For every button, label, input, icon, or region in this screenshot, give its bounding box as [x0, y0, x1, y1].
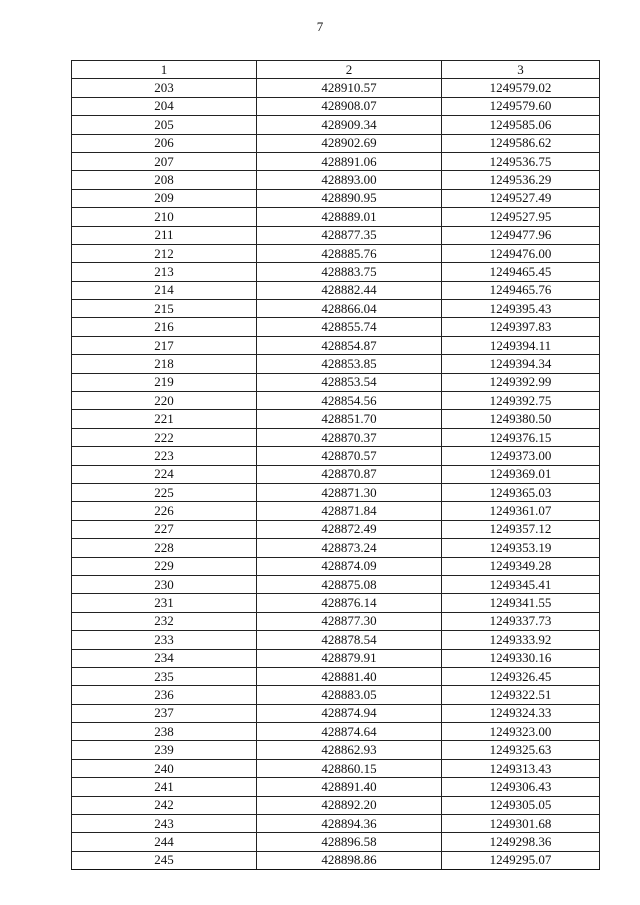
x-coordinate-cell: 428898.86 [257, 851, 442, 869]
table-row [72, 189, 600, 207]
table-row [72, 410, 600, 428]
y-coordinate-cell: 1249341.55 [442, 594, 600, 612]
x-coordinate-cell: 428881.40 [257, 667, 442, 685]
y-coordinate-cell: 1249305.05 [442, 796, 600, 814]
y-coordinate-cell: 1249323.00 [442, 723, 600, 741]
table-row [72, 428, 600, 446]
table-row [72, 612, 600, 630]
x-coordinate-cell: 428908.07 [257, 97, 442, 115]
x-coordinate-cell: 428885.76 [257, 244, 442, 262]
x-coordinate-cell: 428882.44 [257, 281, 442, 299]
x-coordinate-cell: 428879.91 [257, 649, 442, 667]
x-coordinate-cell: 428883.05 [257, 686, 442, 704]
point-number-cell: 211 [72, 226, 257, 244]
x-coordinate-cell: 428860.15 [257, 759, 442, 777]
x-coordinate-cell: 428862.93 [257, 741, 442, 759]
table-row [72, 152, 600, 170]
x-coordinate-cell: 428853.85 [257, 355, 442, 373]
y-coordinate-cell: 1249337.73 [442, 612, 600, 630]
y-coordinate-cell: 1249333.92 [442, 631, 600, 649]
x-coordinate-cell: 428890.95 [257, 189, 442, 207]
y-coordinate-cell: 1249325.63 [442, 741, 600, 759]
point-number-cell: 212 [72, 244, 257, 262]
point-number-cell: 239 [72, 741, 257, 759]
y-coordinate-cell: 1249536.75 [442, 152, 600, 170]
y-coordinate-cell: 1249586.62 [442, 134, 600, 152]
point-number-cell: 210 [72, 208, 257, 226]
x-coordinate-cell: 428877.30 [257, 612, 442, 630]
x-coordinate-cell: 428892.20 [257, 796, 442, 814]
point-number-cell: 240 [72, 759, 257, 777]
point-number-cell: 208 [72, 171, 257, 189]
x-coordinate-cell: 428883.75 [257, 263, 442, 281]
y-coordinate-cell: 1249301.68 [442, 815, 600, 833]
y-coordinate-cell: 1249380.50 [442, 410, 600, 428]
point-number-cell: 242 [72, 796, 257, 814]
y-coordinate-cell: 1249397.83 [442, 318, 600, 336]
point-number-cell: 243 [72, 815, 257, 833]
x-coordinate-cell: 428854.87 [257, 336, 442, 354]
x-coordinate-cell: 428851.70 [257, 410, 442, 428]
x-coordinate-cell: 428872.49 [257, 520, 442, 538]
x-coordinate-cell: 428870.37 [257, 428, 442, 446]
point-number-cell: 226 [72, 502, 257, 520]
x-coordinate-cell: 428873.24 [257, 539, 442, 557]
point-number-cell: 204 [72, 97, 257, 115]
point-number-cell: 225 [72, 483, 257, 501]
point-number-cell: 231 [72, 594, 257, 612]
x-coordinate-cell: 428876.14 [257, 594, 442, 612]
table-row [72, 97, 600, 115]
point-number-cell: 222 [72, 428, 257, 446]
point-number-cell: 244 [72, 833, 257, 851]
table-row [72, 465, 600, 483]
x-coordinate-cell: 428891.06 [257, 152, 442, 170]
point-number-cell: 237 [72, 704, 257, 722]
point-number-cell: 229 [72, 557, 257, 575]
x-coordinate-cell: 428878.54 [257, 631, 442, 649]
point-number-cell: 207 [72, 152, 257, 170]
y-coordinate-cell: 1249579.60 [442, 97, 600, 115]
y-coordinate-cell: 1249345.41 [442, 575, 600, 593]
point-number-cell: 223 [72, 447, 257, 465]
point-number-cell: 214 [72, 281, 257, 299]
table-row [72, 723, 600, 741]
x-coordinate-cell: 428874.94 [257, 704, 442, 722]
x-coordinate-cell: 428854.56 [257, 392, 442, 410]
point-number-cell: 220 [72, 392, 257, 410]
table-row [72, 373, 600, 391]
y-coordinate-cell: 1249395.43 [442, 300, 600, 318]
point-number-cell: 203 [72, 79, 257, 97]
y-coordinate-cell: 1249376.15 [442, 428, 600, 446]
x-coordinate-cell: 428853.54 [257, 373, 442, 391]
x-coordinate-cell: 428870.57 [257, 447, 442, 465]
point-number-cell: 221 [72, 410, 257, 428]
y-coordinate-cell: 1249465.45 [442, 263, 600, 281]
table-row [72, 686, 600, 704]
y-coordinate-cell: 1249373.00 [442, 447, 600, 465]
table-row [72, 631, 600, 649]
y-coordinate-cell: 1249585.06 [442, 116, 600, 134]
y-coordinate-cell: 1249394.34 [442, 355, 600, 373]
y-coordinate-cell: 1249365.03 [442, 483, 600, 501]
y-coordinate-cell: 1249313.43 [442, 759, 600, 777]
table-row [72, 226, 600, 244]
y-coordinate-cell: 1249326.45 [442, 667, 600, 685]
y-coordinate-cell: 1249306.43 [442, 778, 600, 796]
x-coordinate-cell: 428866.04 [257, 300, 442, 318]
y-coordinate-cell: 1249527.95 [442, 208, 600, 226]
y-coordinate-cell: 1249476.00 [442, 244, 600, 262]
point-number-cell: 230 [72, 575, 257, 593]
table-row [72, 557, 600, 575]
y-coordinate-cell: 1249369.01 [442, 465, 600, 483]
point-number-cell: 217 [72, 336, 257, 354]
table-row [72, 778, 600, 796]
table-row [72, 447, 600, 465]
x-coordinate-cell: 428871.30 [257, 483, 442, 501]
y-coordinate-cell: 1249349.28 [442, 557, 600, 575]
table-row [72, 539, 600, 557]
x-coordinate-cell: 428871.84 [257, 502, 442, 520]
table-row [72, 79, 600, 97]
x-coordinate-cell: 428877.35 [257, 226, 442, 244]
point-number-cell: 215 [72, 300, 257, 318]
column-header-y-coordinate: 3 [442, 61, 600, 79]
table-row [72, 300, 600, 318]
x-coordinate-cell: 428909.34 [257, 116, 442, 134]
y-coordinate-cell: 1249324.33 [442, 704, 600, 722]
y-coordinate-cell: 1249536.29 [442, 171, 600, 189]
column-header-point-number: 1 [72, 61, 257, 79]
point-number-cell: 216 [72, 318, 257, 336]
table-row [72, 741, 600, 759]
x-coordinate-cell: 428874.09 [257, 557, 442, 575]
table-row [72, 520, 600, 538]
table-row [72, 392, 600, 410]
table-row [72, 171, 600, 189]
point-number-cell: 213 [72, 263, 257, 281]
y-coordinate-cell: 1249392.99 [442, 373, 600, 391]
x-coordinate-cell: 428893.00 [257, 171, 442, 189]
x-coordinate-cell: 428870.87 [257, 465, 442, 483]
point-number-cell: 234 [72, 649, 257, 667]
y-coordinate-cell: 1249322.51 [442, 686, 600, 704]
table-row [72, 483, 600, 501]
table-body [72, 79, 600, 870]
point-number-cell: 205 [72, 116, 257, 134]
table-row [72, 851, 600, 869]
y-coordinate-cell: 1249527.49 [442, 189, 600, 207]
x-coordinate-cell: 428894.36 [257, 815, 442, 833]
point-number-cell: 219 [72, 373, 257, 391]
table-row [72, 815, 600, 833]
table-row [72, 667, 600, 685]
point-number-cell: 241 [72, 778, 257, 796]
y-coordinate-cell: 1249465.76 [442, 281, 600, 299]
point-number-cell: 227 [72, 520, 257, 538]
point-number-cell: 228 [72, 539, 257, 557]
y-coordinate-cell: 1249477.96 [442, 226, 600, 244]
y-coordinate-cell: 1249579.02 [442, 79, 600, 97]
point-number-cell: 209 [72, 189, 257, 207]
x-coordinate-cell: 428875.08 [257, 575, 442, 593]
table-row [72, 649, 600, 667]
x-coordinate-cell: 428891.40 [257, 778, 442, 796]
header-row [72, 61, 600, 79]
table-row [72, 704, 600, 722]
x-coordinate-cell: 428855.74 [257, 318, 442, 336]
point-number-cell: 245 [72, 851, 257, 869]
point-number-cell: 218 [72, 355, 257, 373]
table-row [72, 833, 600, 851]
table-row [72, 796, 600, 814]
table-row [72, 575, 600, 593]
y-coordinate-cell: 1249357.12 [442, 520, 600, 538]
table-row [72, 263, 600, 281]
table-row [72, 208, 600, 226]
y-coordinate-cell: 1249298.36 [442, 833, 600, 851]
point-number-cell: 206 [72, 134, 257, 152]
y-coordinate-cell: 1249295.07 [442, 851, 600, 869]
x-coordinate-cell: 428910.57 [257, 79, 442, 97]
point-number-cell: 232 [72, 612, 257, 630]
y-coordinate-cell: 1249353.19 [442, 539, 600, 557]
x-coordinate-cell: 428902.69 [257, 134, 442, 152]
y-coordinate-cell: 1249394.11 [442, 336, 600, 354]
point-number-cell: 238 [72, 723, 257, 741]
table-row [72, 318, 600, 336]
table-row [72, 355, 600, 373]
x-coordinate-cell: 428896.58 [257, 833, 442, 851]
table-header [72, 61, 600, 79]
column-header-x-coordinate: 2 [257, 61, 442, 79]
y-coordinate-cell: 1249361.07 [442, 502, 600, 520]
y-coordinate-cell: 1249330.16 [442, 649, 600, 667]
table-row [72, 134, 600, 152]
page-number: 7 [316, 19, 324, 34]
point-number-cell: 233 [72, 631, 257, 649]
table-row [72, 116, 600, 134]
point-number-cell: 236 [72, 686, 257, 704]
table-row [72, 336, 600, 354]
y-coordinate-cell: 1249392.75 [442, 392, 600, 410]
x-coordinate-cell: 428874.64 [257, 723, 442, 741]
table-row [72, 502, 600, 520]
table-row [72, 759, 600, 777]
table-row [72, 594, 600, 612]
point-number-cell: 235 [72, 667, 257, 685]
coordinates-table [71, 60, 600, 870]
x-coordinate-cell: 428889.01 [257, 208, 442, 226]
table-row [72, 244, 600, 262]
table-row [72, 281, 600, 299]
point-number-cell: 224 [72, 465, 257, 483]
